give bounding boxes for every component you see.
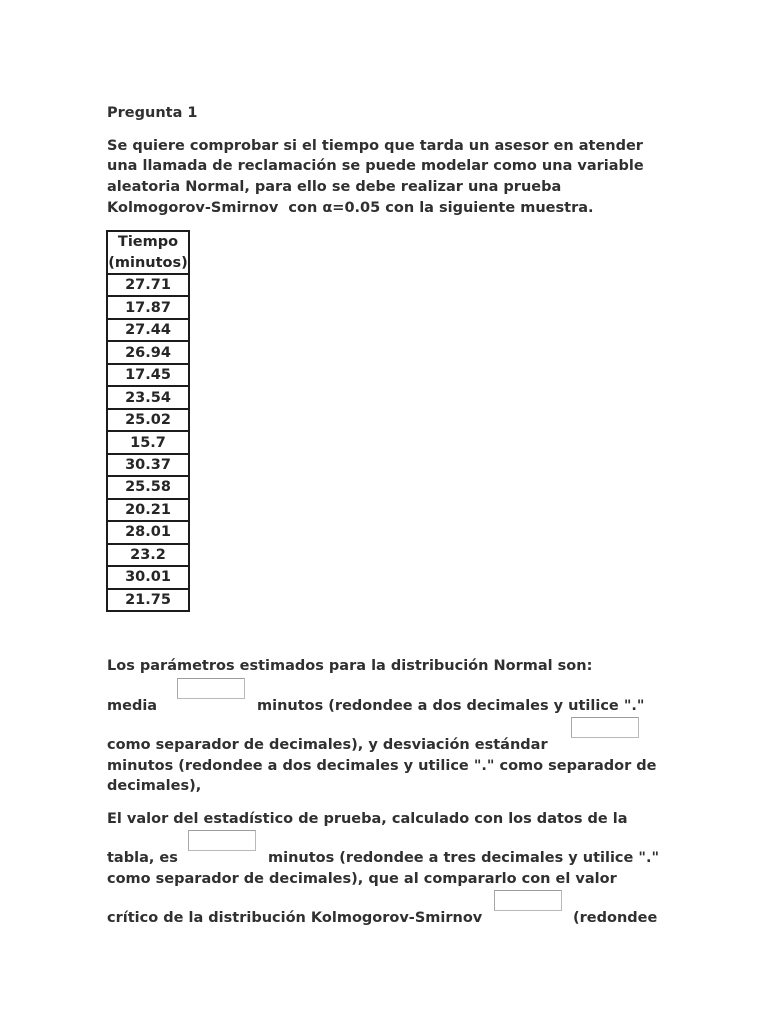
test-statistic-label: tabla, es [107, 850, 178, 866]
table-header-label: Tiempo [117, 234, 179, 250]
question-statement-line: una llamada de reclamación se puede modelar como una variable [107, 158, 644, 174]
test-statistic-rounding-note: minutos (redondee a tres decimales y utilice "." [268, 850, 660, 866]
test-statistic-text: como separador de decimales), que al compararlo con el valor [107, 871, 617, 887]
question-statement-line: aleatoria Normal, para ello se debe realizar una prueba [107, 179, 562, 195]
table-row: 25.58 [107, 476, 189, 498]
mean-label: media [107, 698, 158, 714]
question-statement-line: Kolmogorov-Smirnov con α=0.05 con la siguiente muestra. [107, 200, 594, 216]
std-dev-input[interactable] [571, 717, 639, 738]
table-row: 17.87 [107, 296, 189, 318]
table-header-cell [107, 231, 189, 274]
table-row: 17.45 [107, 364, 189, 386]
std-dev-rounding-note: minutos (redondee a dos decimales y utilice "." como separador de [107, 758, 657, 774]
sample-table [106, 230, 190, 612]
table-row: 21.75 [107, 589, 189, 611]
critical-value-label: crítico de la distribución Kolmogorov-Smirnov [107, 910, 483, 926]
parameters-intro: Los parámetros estimados para la distribución Normal son: [107, 658, 593, 674]
table-row: 20.21 [107, 499, 189, 521]
table-row: 27.44 [107, 319, 189, 341]
mean-rounding-note: minutos (redondee a dos decimales y utilice "." [257, 698, 645, 714]
test-statistic-text: El valor del estadístico de prueba, calculado con los datos de la [107, 811, 628, 827]
table-row: 27.71 [107, 274, 189, 296]
mean-input[interactable] [177, 678, 245, 699]
table-row: 28.01 [107, 521, 189, 543]
table-row: 25.02 [107, 409, 189, 431]
table-row: 23.2 [107, 544, 189, 566]
question-title: Pregunta 1 [107, 105, 198, 121]
std-dev-label: como separador de decimales), y desviación estándar [107, 737, 548, 753]
std-dev-rounding-note: decimales), [107, 778, 202, 794]
table-row: 30.01 [107, 566, 189, 588]
critical-value-rounding-note: (redondee [573, 910, 658, 926]
table-row: 23.54 [107, 386, 189, 408]
critical-value-input[interactable] [494, 890, 562, 911]
table-row: 15.7 [107, 431, 189, 453]
table-row: 30.37 [107, 454, 189, 476]
table-row: 26.94 [107, 341, 189, 363]
question-statement-line: Se quiere comprobar si el tiempo que tarda un asesor en atender [107, 138, 643, 154]
table-header-unit: (minutos) [108, 254, 188, 271]
test-statistic-input[interactable] [188, 830, 256, 851]
